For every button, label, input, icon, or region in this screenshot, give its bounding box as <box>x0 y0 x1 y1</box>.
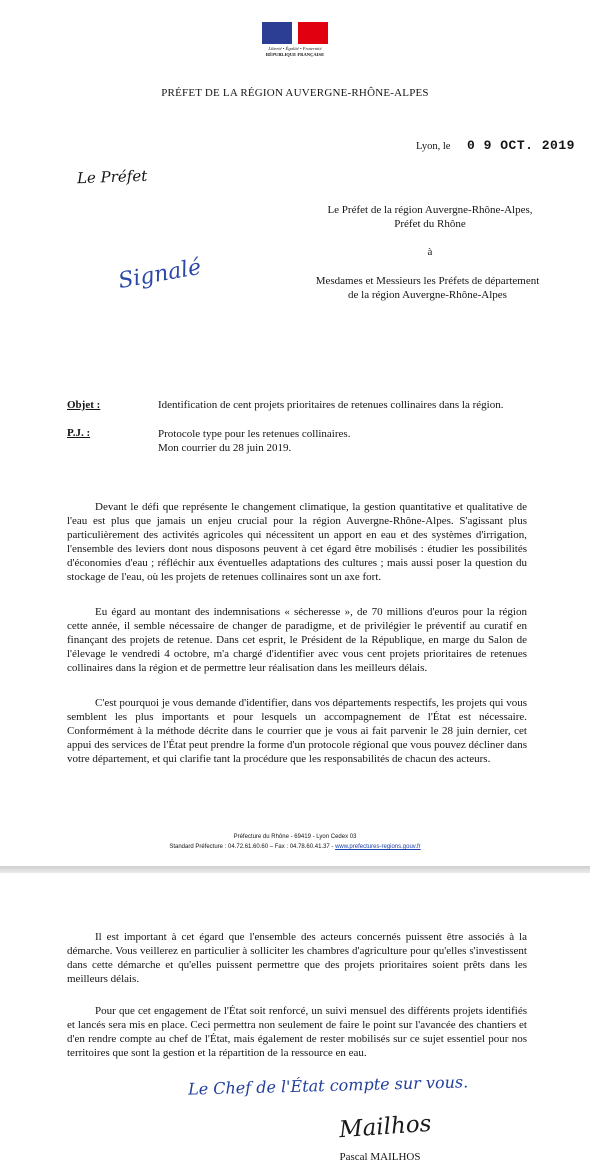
body-paragraph-2: Eu égard au montant des indemnisations « sécheresse », de 70 millions d'euros pour la région cette année, il semble nécessaire de changer de paradigme, et de privilégier le préventif au curatif en finançant des projets de retenue. Dans cet esprit, le Président de la République, en marge du Salon de l'élevage le vendredi 4 octobre, m'a chargé d'identifier avec vous cent projets prioritaires de retenues collinaires dans la région et de permettre leur réalisation dans les meilleurs délais. <box>67 606 527 674</box>
tricolor-flag-icon <box>262 22 328 44</box>
handwritten-signature: Mailhos <box>338 1110 433 1144</box>
page-footer <box>0 832 590 852</box>
pj-line-1: Protocole type pour les retenues collinaires. <box>158 428 351 440</box>
footer-contact <box>0 842 590 852</box>
footer-address: Préfecture du Rhône - 69419 - Lyon Cedex 03 <box>233 834 357 840</box>
pj-text <box>158 427 350 455</box>
republic-name: RÉPUBLIQUE FRANÇAISE <box>265 51 325 57</box>
pj-label: P.J. : <box>67 427 91 439</box>
date-line <box>416 138 575 153</box>
recipient-line-1: Mesdames et Messieurs les Préfets de département <box>315 275 540 287</box>
sender-block <box>290 203 570 231</box>
sender-line-2: Préfet du Rhône <box>394 218 466 230</box>
body-paragraph-1: Devant le défi que représente le changement climatique, la gestion quantitative et qualitative de l'eau est plus que jamais un enjeu crucial pour la région Auvergne-Rhône-Alpes. S'agissant plus particulièrement des activités agricoles qui nécessitent un apport en eau et des systèmes d'irrigation, l'ensemble des leviers dont nous disposons peuvent à cet égard être mobilisés : étudier les possibilités d'économies d'eau ; réfléchir aux éventuelles adaptations des cultures ; mais aussi poser la question du stockage de l'eau, où les projets de retenues collinaires sont un axe fort. <box>67 501 527 583</box>
footer-website-link[interactable]: www.prefectures-regions.gouv.fr <box>335 844 421 850</box>
body-paragraph-3: C'est pourquoi je vous demande d'identifier, dans vos départements respectifs, les projets qui vous semblent les plus importants et pour lesquels un accompagnement de l'État est nécessaire. Conformément à la méthode décrite dans le courrier que je vous ai fait parvenir le 28 juin dernier, cet appui des services de l'État peut prendre la forme d'un protocole régional que vous pouvez décliner dans votre département, et qui clarifie tant la procédure que les responsabilités de chacun des acteurs. <box>67 697 527 765</box>
recipient-line-2: de la région Auvergne-Rhône-Alpes <box>348 289 507 301</box>
recipient-preposition: à <box>427 246 433 258</box>
objet-text: Identification de cent projets prioritaires de retenues collinaires dans la région. <box>158 399 504 411</box>
date-stamp: 0 9 OCT. 2019 <box>467 138 575 153</box>
body-paragraph-5: Pour que cet engagement de l'État soit renforcé, un suivi mensuel des différents projets identifiés et lancés sera mis en place. Ceci permettra non seulement de faire le point sur l'avancée des chantiers et d'en rendre compte au chef de l'État, mais également de rester mobilisés sur ce sujet essentiel pour nos territoires que sont la gestion et la répartition de la ressource en eau. <box>67 1005 527 1059</box>
republic-motto: Liberté • Égalité • Fraternité <box>268 46 322 51</box>
sender-line-1: Le Préfet de la région Auvergne-Rhône-Alpes, <box>327 204 533 216</box>
recipient-block <box>275 274 580 302</box>
signer-name: Pascal MAILHOS <box>339 1151 421 1163</box>
handwritten-note: Le Chef de l'État compte sur vous. <box>187 1072 469 1099</box>
objet-label: Objet : <box>67 399 101 411</box>
footer-phone-fax: Standard Préfecture : 04.72.61.60.60 – Fax : 04.78.60.41.37 - <box>169 844 336 850</box>
prefect-title: PRÉFET DE LA RÉGION AUVERGNE-RHÔNE-ALPES <box>161 87 429 99</box>
date-place: Lyon, le <box>416 141 451 152</box>
pj-line-2: Mon courrier du 28 juin 2019. <box>158 442 292 454</box>
handwritten-signale: Signalé <box>116 254 204 295</box>
handwritten-le-prefet: Le Préfet <box>76 166 148 188</box>
marianne-logo <box>258 22 332 57</box>
body-paragraph-4: Il est important à cet égard que l'ensemble des acteurs concernés puissent être associés à la démarche. Vous veillerez en particulier à solliciter les chambres d'agriculture pour qu'elles s'investissent dans cette démarche et qu'elles puissent permettre que des projets prioritaires soient prêts dans les meilleurs délais. <box>67 931 527 985</box>
